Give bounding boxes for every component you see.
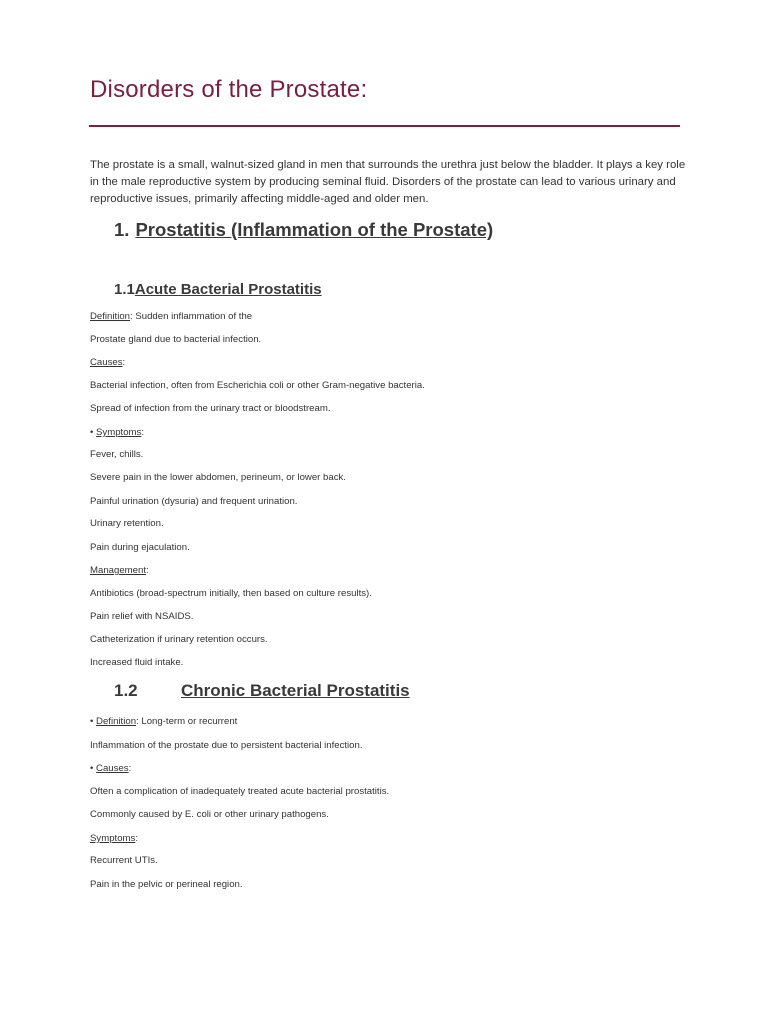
subsection-number: 1.2	[114, 681, 138, 700]
symptoms-label: Symptoms	[90, 833, 136, 844]
definition-text: : Sudden inflammation of the	[130, 311, 253, 322]
symptoms-colon: :	[141, 427, 145, 438]
symptoms-line	[90, 833, 138, 844]
list-item: Increased fluid intake.	[90, 657, 184, 668]
list-item: Often a complication of inadequately treated acute bacterial prostatitis.	[90, 786, 390, 797]
symptoms-line	[90, 427, 144, 438]
list-item: Pain in the pelvic or perineal region.	[90, 879, 243, 890]
definition-label: Definition	[90, 311, 130, 322]
list-item: Pain relief with NSAIDS.	[90, 611, 194, 622]
management-line	[90, 565, 149, 576]
definition-continued: Inflammation of the prostate due to persistent bacterial infection.	[90, 740, 363, 751]
list-item: Severe pain in the lower abdomen, perineum, or lower back.	[90, 472, 346, 483]
causes-label: Causes	[90, 357, 123, 368]
list-item: Painful urination (dysuria) and frequent urination.	[90, 496, 298, 507]
causes-colon: :	[128, 763, 132, 774]
list-item: Pain during ejaculation.	[90, 542, 190, 553]
causes-label: Causes	[96, 763, 129, 774]
section-title: Prostatitis (Inflammation of the Prostate)	[135, 219, 494, 240]
section-number: 1.	[114, 219, 130, 240]
subsection-heading-chronic	[114, 681, 410, 701]
list-item: Bacterial infection, often from Escherichia coli or other Gram-negative bacteria.	[90, 380, 425, 391]
subsection-title: Acute Bacterial Prostatitis	[134, 281, 322, 298]
bullet: •	[90, 716, 97, 727]
management-colon: :	[146, 565, 149, 576]
subsection-title: Chronic Bacterial Prostatitis	[181, 681, 410, 700]
list-item: Fever, chills.	[90, 449, 144, 460]
intro-paragraph: The prostate is a small, walnut-sized gland in men that surrounds the urethra just below the bladder. It plays a key role in the male reproductive system by producing seminal fluid. Disorders of the prostate can lead to various urinary and reproductive issues, primarily affecting middle-aged and older men.	[90, 159, 686, 205]
list-item: Recurrent UTIs.	[90, 855, 158, 866]
symptoms-colon: :	[135, 833, 138, 844]
section-heading-prostatitis	[114, 219, 493, 241]
bullet: •	[90, 427, 97, 438]
list-item: Antibiotics (broad-spectrum initially, then based on culture results).	[90, 588, 372, 599]
definition-line	[90, 716, 237, 727]
causes-colon: :	[122, 357, 126, 368]
bullet: •	[90, 763, 97, 774]
list-item: Urinary retention.	[90, 518, 164, 529]
management-label: Management	[90, 565, 146, 576]
subsection-heading-acute	[114, 281, 322, 298]
causes-line	[90, 763, 131, 774]
list-item: Spread of infection from the urinary tract or bloodstream.	[90, 403, 331, 414]
list-item: Commonly caused by E. coli or other urinary pathogens.	[90, 809, 329, 820]
definition-label: Definition	[96, 716, 137, 727]
causes-line	[90, 357, 125, 368]
definition-line	[90, 311, 252, 322]
title-divider	[89, 125, 680, 127]
subsection-number: 1.1	[114, 281, 135, 298]
list-item: Catheterization if urinary retention occurs.	[90, 634, 268, 645]
definition-continued: Prostate gland due to bacterial infection.	[90, 334, 262, 345]
symptoms-label: Symptoms	[96, 427, 142, 438]
page-title: Disorders of the Prostate:	[90, 76, 368, 103]
definition-text: : Long-term or recurrent	[136, 716, 238, 727]
